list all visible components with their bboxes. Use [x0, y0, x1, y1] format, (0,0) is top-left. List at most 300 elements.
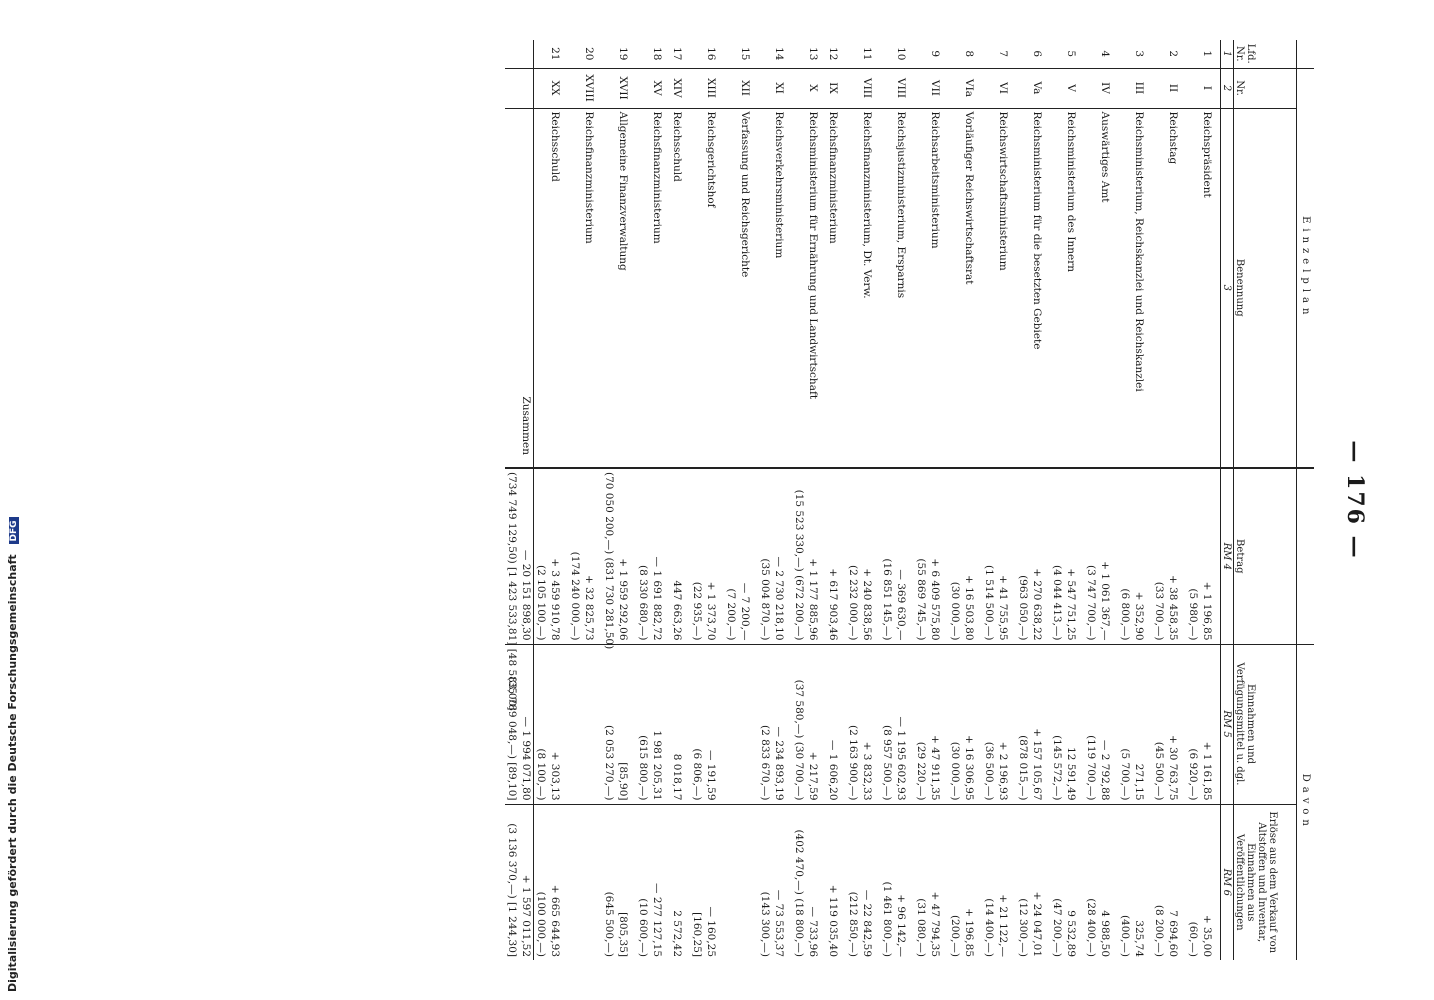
row-einzelplan — [982, 68, 1016, 108]
row-lfd-value: 9 — [929, 50, 941, 58]
row-betrag-sub: (70 050 200,—) (831 730 281,50) — [603, 472, 615, 650]
row-erloese — [880, 804, 914, 960]
row-betrag-value: — 2 730 218,10 — [773, 556, 785, 641]
row-lfd — [846, 40, 880, 68]
row-betrag — [880, 468, 914, 644]
row-erloese — [982, 804, 1016, 960]
row-benennung — [880, 108, 914, 468]
col-index-6-num: 6 — [1221, 889, 1232, 896]
row-einzelplan — [914, 68, 948, 108]
col-index-4 — [1221, 468, 1234, 644]
row-erloese — [1152, 804, 1186, 960]
row-einzelplan — [826, 68, 846, 108]
row-einzelplan — [568, 68, 602, 108]
row-lfd — [534, 40, 569, 68]
row-betrag-sub: (963 050,—) — [1017, 575, 1029, 641]
row-betrag-sub: (3 747 700,—) — [1085, 565, 1097, 641]
row-lfd-value: 18 — [651, 47, 663, 61]
total-einnahmen-value: — 1 994 071,80 — [520, 716, 532, 801]
total-betrag — [505, 468, 534, 711]
row-benennung — [846, 108, 880, 468]
row-benennung-value: Reichstag — [1167, 111, 1179, 165]
row-betrag-sub: (30 000,—) — [949, 581, 961, 641]
row-erloese — [948, 804, 982, 960]
row-benennung-value: Reichsgerichtshof — [705, 111, 717, 208]
row-betrag — [568, 468, 602, 644]
row-einnahmen-value: — 1 606,20 — [827, 739, 839, 801]
row-betrag — [1118, 468, 1152, 644]
row-einnahmen-value: + 217,59 — [807, 751, 819, 801]
footer-credit — [6, 517, 19, 992]
row-einnahmen — [724, 644, 758, 804]
row-einnahmen-value: + 3 832,33 — [861, 741, 873, 801]
row-betrag-sub: (16 851 145,—) — [881, 558, 893, 641]
row-einzelplan — [758, 68, 792, 108]
row-einnahmen-sub: (2 053 270,—) — [603, 725, 615, 801]
row-betrag-value: + 1 196,85 — [1201, 581, 1213, 641]
header-lfd: Lfd. Nr. — [1234, 40, 1297, 68]
table-row — [602, 40, 636, 960]
row-benennung — [1186, 108, 1221, 468]
row-einzelplan — [636, 68, 670, 108]
row-betrag-value: + 1 373,70 — [705, 581, 717, 641]
table-row — [846, 40, 880, 960]
row-einzelplan-value: IX — [827, 82, 839, 94]
row-erloese-sub: (47 200,—) — [1051, 898, 1063, 958]
row-betrag-sub: (55 869 745,—) — [915, 558, 927, 641]
table-row — [1016, 40, 1050, 960]
row-lfd — [690, 40, 724, 68]
row-einzelplan-value: XVIII — [583, 74, 595, 102]
table-row — [792, 40, 826, 960]
row-lfd-value: 12 — [827, 47, 839, 61]
row-betrag — [1016, 468, 1050, 644]
row-einzelplan-value: X — [807, 84, 819, 92]
row-benennung-value: Reichsfinanzministerium, Dt. Verw. — [861, 111, 873, 299]
budget-table — [505, 40, 1314, 960]
row-betrag — [948, 468, 982, 644]
row-erloese — [724, 804, 758, 960]
row-lfd — [948, 40, 982, 68]
row-einnahmen-sub: (6 806,—) — [691, 748, 703, 801]
row-einnahmen-sub: (30 000,—) — [949, 741, 961, 801]
row-lfd — [1186, 40, 1221, 68]
unit-rm: RM — [1221, 542, 1232, 561]
row-einnahmen-sub: (6 920,—) — [1187, 748, 1199, 801]
row-erloese-value: — 733,96 — [807, 906, 819, 958]
header-nr: Nr. — [1234, 68, 1297, 108]
row-einnahmen — [1118, 644, 1152, 804]
table-row — [948, 40, 982, 960]
row-lfd-value: 13 — [807, 47, 819, 61]
row-benennung-value: Vorläufiger Reichswirtschaftsrat — [963, 111, 975, 285]
row-einnahmen — [948, 644, 982, 804]
row-einnahmen-value: + 303,13 — [549, 751, 561, 801]
row-einzelplan — [690, 68, 724, 108]
row-einzelplan — [724, 68, 758, 108]
row-erloese-value: 9 532,89 — [1065, 910, 1077, 958]
row-lfd — [982, 40, 1016, 68]
row-benennung — [792, 108, 826, 468]
footer-text: Digitalisierung gefördert durch die Deutsche Forschungsgemeinschaft — [6, 554, 19, 992]
table-row — [568, 40, 602, 960]
row-einzelplan-value: XIV — [671, 78, 683, 98]
row-betrag — [826, 468, 846, 644]
col-index-5 — [1221, 644, 1234, 804]
row-erloese-value: + 665 644,93 — [549, 884, 561, 958]
row-betrag-sub: (15 523 330,—) (672 200,—) — [793, 489, 805, 641]
row-benennung-value: Reichsjustizministerium, Ersparnis — [895, 111, 907, 299]
lfd-group-spacer — [1297, 40, 1315, 68]
row-einzelplan-value: VII — [929, 80, 941, 96]
row-benennung-value: Reichsschuld — [549, 111, 561, 182]
row-einnahmen-sub: (8 957 500,—) — [881, 725, 893, 801]
row-einzelplan-value: XX — [549, 80, 561, 96]
row-erloese-sub: (400,—) — [1119, 914, 1131, 958]
row-erloese-value: + 35,00 — [1201, 914, 1213, 958]
table-row — [914, 40, 948, 960]
row-lfd-value: 19 — [617, 47, 629, 61]
row-einnahmen-sub: (5 700,—) — [1119, 748, 1131, 801]
row-betrag — [1084, 468, 1118, 644]
row-lfd — [880, 40, 914, 68]
row-einnahmen — [914, 644, 948, 804]
group-davon: Davon — [1297, 644, 1315, 960]
row-benennung — [1016, 108, 1050, 468]
row-einnahmen-sub: (45 500,—) — [1153, 741, 1165, 801]
row-einnahmen — [758, 644, 792, 804]
row-lfd-value: 21 — [549, 47, 561, 61]
col-index-6 — [1221, 804, 1234, 960]
table-row — [1084, 40, 1118, 960]
row-betrag — [758, 468, 792, 644]
row-einnahmen-sub: (36 500,—) — [983, 741, 995, 801]
row-betrag-sub: (2 105 100,—) — [535, 565, 547, 641]
table-row — [724, 40, 758, 960]
row-betrag-sub: (35 004 870,—) — [759, 558, 771, 641]
row-lfd-value: 11 — [861, 47, 873, 61]
row-benennung-value: Reichsfinanzministerium — [651, 111, 663, 244]
row-einzelplan-value: XII — [739, 80, 751, 96]
row-einzelplan — [846, 68, 880, 108]
row-einnahmen — [846, 644, 880, 804]
row-lfd — [724, 40, 758, 68]
row-betrag-sub: (2 232 000,—) — [847, 565, 859, 641]
table-row — [636, 40, 670, 960]
row-einnahmen-value: + 2 196,93 — [997, 741, 1009, 801]
row-betrag-sub: (6 800,—) — [1119, 588, 1131, 641]
row-einnahmen-value: + 16 306,95 — [963, 734, 975, 801]
row-benennung — [690, 108, 724, 468]
row-benennung — [724, 108, 758, 468]
header-benennung: Benennung — [1234, 108, 1297, 468]
row-lfd — [1152, 40, 1186, 68]
row-lfd-value: 1 — [1201, 50, 1213, 58]
row-einnahmen — [534, 644, 569, 804]
row-einnahmen-value: [85,90] — [617, 762, 629, 801]
row-einzelplan-value: XV — [651, 80, 663, 96]
row-erloese — [1084, 804, 1118, 960]
row-erloese — [670, 804, 690, 960]
row-erloese-value: — 73 553,37 — [773, 889, 785, 958]
row-einnahmen-value: — 234 893,19 — [773, 726, 785, 801]
row-erloese-value: — 160,25 — [705, 906, 717, 958]
row-benennung-value: Reichswirtschaftsministerium — [997, 111, 1009, 271]
row-benennung — [670, 108, 690, 468]
row-erloese — [1118, 804, 1152, 960]
row-benennung-value: Reichsschuld — [671, 111, 683, 182]
row-erloese-value: + 47 794,35 — [929, 891, 941, 958]
row-benennung — [948, 108, 982, 468]
header-betrag: Betrag — [1234, 468, 1297, 644]
row-betrag-sub: (33 700,—) — [1153, 581, 1165, 641]
row-einnahmen-value: 1 981 205,31 — [651, 730, 663, 801]
row-erloese — [1050, 804, 1084, 960]
header-erloese: Erlöse aus dem Verkauf von Altstoffen und Inventar, Einnahmen aus Veröffentlichungen — [1234, 804, 1297, 960]
row-einzelplan-value: XI — [773, 82, 785, 94]
row-betrag-value: + 1 959 292,06 — [617, 558, 629, 641]
row-erloese — [758, 804, 792, 960]
row-erloese-value: [805,35] — [617, 912, 629, 958]
row-lfd — [602, 40, 636, 68]
row-erloese-sub: (1 461 800,—) — [881, 881, 893, 958]
row-betrag — [724, 468, 758, 644]
row-lfd — [636, 40, 670, 68]
table-body — [534, 40, 1221, 960]
row-erloese — [602, 804, 636, 960]
row-benennung-value: Reichsarbeitsministerium — [929, 111, 941, 249]
row-einnahmen-sub: (2 833 670,—) — [759, 725, 771, 801]
row-einzelplan — [534, 68, 569, 108]
row-einzelplan-value: Va — [1031, 81, 1043, 95]
header-einnahmen: Einnahmen und Verfügungsmittel u. dgl. — [1234, 644, 1297, 804]
table-row — [1152, 40, 1186, 960]
row-lfd-value: 17 — [671, 47, 683, 61]
row-einzelplan-value: VIII — [861, 77, 873, 99]
row-einzelplan-value: IV — [1099, 82, 1111, 94]
table-row — [982, 40, 1016, 960]
row-einzelplan — [1152, 68, 1186, 108]
row-betrag-value: + 3 459 910,78 — [549, 558, 561, 641]
total-row — [505, 40, 534, 960]
row-betrag-sub: (1 514 500,—) — [983, 565, 995, 641]
row-lfd — [792, 40, 826, 68]
row-erloese-sub: (31 080,—) — [915, 898, 927, 958]
table-row — [1186, 40, 1221, 960]
row-betrag-sub: (8 330 680,—) — [637, 565, 649, 641]
row-betrag — [602, 468, 636, 650]
row-betrag — [982, 468, 1016, 644]
row-erloese-value: + 196,85 — [963, 908, 975, 958]
row-betrag-value: + 6 409 575,80 — [929, 558, 941, 641]
total-nr — [505, 68, 534, 108]
row-einnahmen — [1084, 644, 1118, 804]
row-benennung-value: Allgemeine Finanzverwaltung — [617, 111, 629, 271]
row-lfd — [1050, 40, 1084, 68]
row-lfd-value: 20 — [583, 47, 595, 61]
row-lfd-value: 6 — [1031, 50, 1043, 58]
row-erloese-value: + 96 142,— — [895, 894, 907, 958]
row-erloese-sub: (200,—) — [949, 914, 961, 958]
row-einnahmen-value: 8 018,17 — [671, 753, 683, 801]
row-betrag-value: + 240 838,56 — [861, 568, 873, 641]
row-erloese-sub: (645 500,—) — [603, 891, 615, 958]
unit-rm: RM — [1221, 710, 1232, 729]
row-betrag-value: + 270 638,22 — [1031, 568, 1043, 641]
row-betrag — [636, 468, 670, 644]
row-erloese-value: — 22 842,59 — [861, 889, 873, 958]
row-lfd — [826, 40, 846, 68]
table-row — [758, 40, 792, 960]
row-erloese-sub: (8 200,—) — [1153, 904, 1165, 958]
row-erloese-sub: (14 400,—) — [983, 898, 995, 958]
total-label: Zusammen — [505, 108, 534, 468]
total-betrag-sub: (734 749 129,50) [1 423 533,81] [48 583,00] — [506, 472, 518, 711]
row-erloese — [534, 804, 569, 960]
row-erloese — [826, 804, 846, 960]
row-benennung-value: Reichsministerium des Innern — [1065, 111, 1077, 273]
row-erloese-sub: (212 850,—) — [847, 891, 859, 958]
row-betrag — [1152, 468, 1186, 644]
row-erloese — [846, 804, 880, 960]
row-benennung-value: Reichsministerium, Reichskanzlei und Reichskanzlei — [1133, 111, 1145, 392]
row-benennung — [758, 108, 792, 468]
row-einnahmen-sub: (615 800,—) — [637, 735, 649, 801]
row-benennung — [534, 108, 569, 468]
total-einnahmen-sub: (35 789 048,—) [89,10] — [506, 676, 518, 801]
row-erloese-value: + 24 047,01 — [1031, 891, 1043, 958]
row-benennung-value: Reichsministerium für Ernährung und Landwirtschaft — [807, 111, 819, 400]
row-benennung — [826, 108, 846, 468]
row-lfd-value: 14 — [773, 47, 785, 61]
row-einnahmen-sub: (878 015,—) — [1017, 735, 1029, 801]
row-einnahmen — [568, 644, 602, 804]
row-einnahmen — [982, 644, 1016, 804]
row-lfd-value: 3 — [1133, 50, 1145, 58]
row-betrag — [1186, 468, 1221, 644]
row-betrag-value: — 369 630,— — [895, 569, 907, 641]
row-lfd-value: 4 — [1099, 50, 1111, 58]
row-benennung — [1084, 108, 1118, 468]
row-einzelplan — [792, 68, 826, 108]
row-einnahmen-value: 271,15 — [1133, 763, 1145, 801]
row-betrag — [914, 468, 948, 644]
row-lfd-value: 16 — [705, 47, 717, 61]
row-einnahmen-sub: (119 700,—) — [1085, 735, 1097, 801]
row-erloese-value: 4 988,50 — [1099, 910, 1111, 958]
row-lfd — [568, 40, 602, 68]
row-benennung — [914, 108, 948, 468]
row-betrag-value: + 41 755,95 — [997, 574, 1009, 641]
row-einzelplan-value: II — [1167, 83, 1179, 93]
row-erloese-value: + 119 035,40 — [827, 884, 839, 958]
row-erloese — [1016, 804, 1050, 960]
row-betrag — [534, 468, 569, 644]
table-row — [534, 40, 569, 960]
row-einzelplan — [880, 68, 914, 108]
rotated-page — [0, 40, 1372, 960]
row-erloese-value: 7 694,60 — [1167, 910, 1179, 958]
row-lfd-value: 8 — [963, 50, 975, 58]
row-erloese-value: + 21 122,— — [997, 894, 1009, 958]
row-erloese-sub: [160,25] — [691, 912, 703, 958]
unit-rm: RM — [1221, 868, 1232, 887]
row-einzelplan-value: I — [1201, 85, 1213, 91]
row-erloese — [1186, 804, 1221, 960]
row-einzelplan — [1186, 68, 1221, 108]
row-betrag-sub: (7 200,—) — [725, 588, 737, 641]
total-lfd — [505, 40, 534, 68]
row-lfd — [670, 40, 690, 68]
row-lfd-value: 15 — [739, 47, 751, 61]
total-erloese — [505, 804, 534, 960]
group-einzelplan: Einzelplan — [1297, 68, 1315, 468]
row-betrag — [846, 468, 880, 644]
row-einnahmen-value: + 157 105,67 — [1031, 728, 1043, 801]
row-einzelplan-value: VI — [997, 82, 1009, 94]
row-einzelplan-value: VIa — [963, 79, 975, 97]
row-betrag-value: + 16 503,80 — [963, 574, 975, 641]
row-benennung — [636, 108, 670, 468]
row-einzelplan-value: XIII — [705, 78, 717, 98]
row-erloese-value: 325,74 — [1133, 920, 1145, 958]
table-row — [1118, 40, 1152, 960]
row-einnahmen — [670, 644, 690, 804]
row-einnahmen-sub: (2 163 900,—) — [847, 725, 859, 801]
row-einnahmen — [1186, 644, 1221, 804]
row-benennung — [1118, 108, 1152, 468]
row-erloese-value: 2 572,42 — [671, 910, 683, 958]
row-einzelplan — [948, 68, 982, 108]
row-einnahmen — [1050, 644, 1084, 804]
row-erloese-sub: (28 400,—) — [1085, 898, 1097, 958]
row-erloese-sub: (12 300,—) — [1017, 898, 1029, 958]
col-index-5-num: 5 — [1221, 731, 1232, 738]
row-betrag-value: — 7 200,— — [739, 582, 751, 641]
row-einnahmen — [602, 644, 636, 804]
row-betrag — [792, 468, 826, 644]
row-einnahmen — [880, 644, 914, 804]
col-index-2: 2 — [1221, 68, 1234, 108]
row-erloese — [568, 804, 602, 960]
row-lfd — [1016, 40, 1050, 68]
row-einzelplan-value: XVII — [617, 76, 629, 100]
row-benennung — [982, 108, 1016, 468]
row-einnahmen-value: — 191,59 — [705, 749, 717, 801]
row-erloese — [792, 804, 826, 960]
row-benennung — [1050, 108, 1084, 468]
row-lfd — [1118, 40, 1152, 68]
row-erloese-sub: (402 470,—) (18 800,—) — [793, 829, 805, 958]
row-lfd-value: 2 — [1167, 50, 1179, 58]
row-einzelplan-value: V — [1065, 84, 1077, 92]
row-betrag-value: + 1 061 367,— — [1099, 561, 1111, 641]
row-erloese-sub: (10 600,—) — [637, 898, 649, 958]
row-einzelplan — [1050, 68, 1084, 108]
row-benennung-value: Reichsverkehrsministerium — [773, 111, 785, 259]
row-betrag-sub: (5 980,—) — [1187, 588, 1199, 641]
row-betrag — [670, 468, 690, 644]
row-einzelplan — [1118, 68, 1152, 108]
betrag-group-spacer — [1297, 468, 1315, 644]
row-betrag-value: + 1 177 885,96 — [807, 558, 819, 641]
dfg-logo-icon: DFG — [9, 517, 19, 544]
row-betrag-value: + 547 751,25 — [1065, 568, 1077, 641]
row-benennung-value: Reichsministerium für die besetzten Gebiete — [1031, 111, 1043, 350]
row-lfd — [1084, 40, 1118, 68]
row-einnahmen — [1152, 644, 1186, 804]
row-einzelplan — [670, 68, 690, 108]
